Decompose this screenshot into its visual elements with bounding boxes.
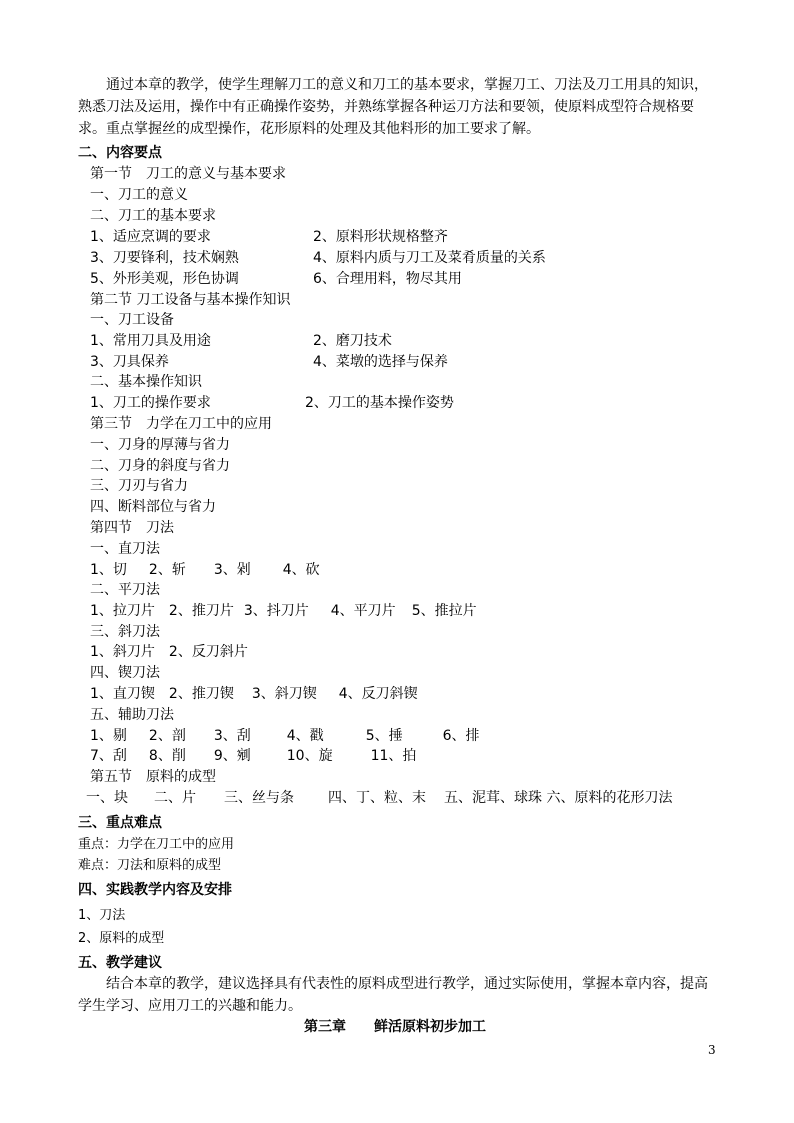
- s4-a: 一、直刀法: [90, 541, 160, 557]
- list-item: 2、反刀斜片: [168, 644, 248, 660]
- difficulty: 难点：刀法和原料的成型: [78, 858, 222, 873]
- section-heading-content: 二、内容要点: [78, 145, 162, 161]
- s3-a: 一、刀身的厚薄与省力: [90, 437, 230, 453]
- list-item: 3、抖刀片: [243, 603, 309, 619]
- section-heading-key: 三、重点难点: [78, 815, 162, 831]
- s1-r2c2: 4、原料内质与刀工及菜肴质量的关系: [313, 250, 546, 266]
- s1-title: 第一节 刀工的意义与基本要求: [90, 166, 286, 182]
- list-item: 9、剜: [213, 748, 251, 764]
- list-item: 四、丁、粒、末: [328, 790, 426, 806]
- list-item: 1、直刀锲: [90, 686, 155, 702]
- s1-a: 一、刀工的意义: [90, 187, 188, 203]
- s1-r1c2: 2、原料形状规格整齐: [313, 229, 448, 245]
- key-point: 重点：力学在刀工中的应用: [78, 837, 235, 852]
- list-item: 6、排: [442, 728, 480, 744]
- suggestion-text: 结合本章的教学，建议选择具有代表性的原料成型进行教学，通过实际使用，掌握本章内容，提高学生学习、应用刀工的兴趣和能力。: [78, 976, 708, 1014]
- s2-a: 一、刀工设备: [90, 312, 174, 328]
- list-item: 2、剖: [148, 728, 186, 744]
- list-item: 1、剔: [90, 728, 127, 744]
- intro-paragraph: [78, 74, 720, 140]
- practice-item: 1、刀法: [78, 908, 126, 923]
- s4-title: 第四节 刀法: [90, 520, 174, 536]
- practice-item: 2、原料的成型: [78, 931, 165, 946]
- s1-r2c1: 3、刀要锋利，技术娴熟: [90, 250, 239, 266]
- list-item: 一、块: [86, 790, 128, 806]
- list-item: 10、旋: [286, 748, 333, 764]
- s4-d: 四、锲刀法: [90, 665, 160, 681]
- s3-b: 二、刀身的斜度与省力: [90, 458, 230, 474]
- s3-d: 四、断料部位与省力: [90, 499, 216, 515]
- list-item: 11、拍: [370, 748, 417, 764]
- list-item: 1、切: [90, 562, 127, 578]
- s1-r1c1: 1、适应烹调的要求: [90, 229, 211, 245]
- list-item: 3、斜刀锲: [251, 686, 317, 702]
- list-item: 1、拉刀片: [90, 603, 155, 619]
- s2-r2c2: 4、菜墩的选择与保养: [313, 354, 448, 370]
- s4-e-items2: [90, 746, 416, 766]
- s4-a-items: [90, 560, 320, 580]
- s4-e: 五、辅助刀法: [90, 707, 174, 723]
- list-item: 8、削: [148, 748, 186, 764]
- suggestion-paragraph: [78, 973, 720, 1017]
- list-item: 3、刮: [213, 728, 251, 744]
- section-heading-suggestion: 五、教学建议: [78, 955, 162, 971]
- list-item: 五、泥茸、球珠 六、原料的花形刀法: [444, 790, 673, 806]
- s3-c: 三、刀刃与省力: [90, 478, 188, 494]
- section-heading-practice: 四、实践教学内容及安排: [78, 882, 232, 898]
- s2-title: 第二节 刀工设备与基本操作知识: [90, 292, 291, 308]
- next-chapter-title: 第三章 鲜活原料初步加工: [304, 1019, 486, 1035]
- s2-r3c1: 1、刀工的操作要求: [90, 395, 211, 411]
- intro-text: 通过本章的教学，使学生理解刀工的意义和刀工的基本要求，掌握刀工、刀法及刀工用具的知识，熟悉刀法及运用，操作中有正确操作姿势，并熟练掌握各种运刀方法和要领，使原料成型符合规格要求。重点掌握丝的成型操作，花形原料的处理及其他料形的加工要求了解。: [78, 77, 708, 137]
- s1-b: 二、刀工的基本要求: [90, 208, 216, 224]
- s2-r1c1: 1、常用刀具及用途: [90, 333, 211, 349]
- s4-c: 三、斜刀法: [90, 624, 160, 640]
- list-item: 1、斜刀片: [90, 644, 155, 660]
- s4-b: 二、平刀法: [90, 582, 160, 598]
- list-item: 4、反刀斜锲: [338, 686, 418, 702]
- s2-r3c2: 2、刀工的基本操作姿势: [305, 395, 454, 411]
- list-item: 二、片: [154, 790, 196, 806]
- s3-title: 第三节 力学在刀工中的应用: [90, 416, 272, 432]
- list-item: 4、砍: [282, 562, 320, 578]
- list-item: 3、剁: [213, 562, 251, 578]
- list-item: 2、推刀锲: [168, 686, 234, 702]
- list-item: 三、丝与条: [224, 790, 294, 806]
- list-item: 4、戳: [286, 728, 324, 744]
- s2-r2c1: 3、刀具保养: [90, 354, 169, 370]
- s5-title: 第五节 原料的成型: [90, 769, 216, 785]
- list-item: 5、捶: [365, 728, 403, 744]
- s4-e-items1: [90, 726, 480, 746]
- list-item: 2、推刀片: [168, 603, 234, 619]
- s4-b-items: [90, 601, 477, 621]
- s2-b: 二、基本操作知识: [90, 374, 202, 390]
- s5-items: [86, 788, 672, 808]
- s4-d-items: [90, 684, 418, 704]
- list-item: 7、刮: [90, 748, 127, 764]
- s1-r3c2: 6、合理用料，物尽其用: [313, 271, 462, 287]
- s4-c-items: [90, 642, 248, 662]
- list-item: 5、推拉片: [411, 603, 477, 619]
- s1-r3c1: 5、外形美观，形色协调: [90, 271, 239, 287]
- list-item: 4、平刀片: [330, 603, 396, 619]
- page-number: 3: [708, 1043, 716, 1057]
- list-item: 2、斩: [148, 562, 186, 578]
- s2-r1c2: 2、磨刀技术: [313, 333, 392, 349]
